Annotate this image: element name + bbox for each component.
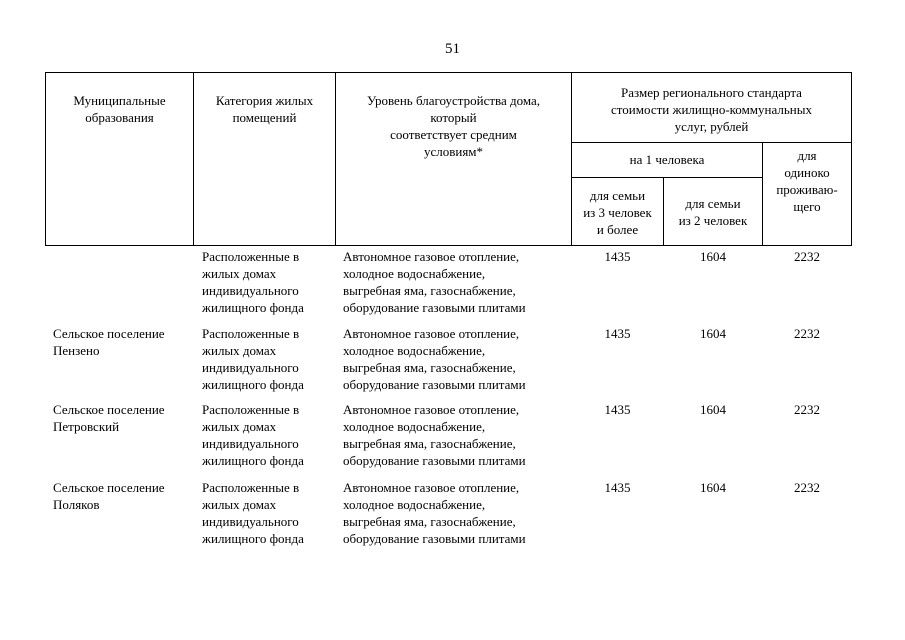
header-level: Уровень благоустройства дома, который соответствует средним условиям* xyxy=(366,93,541,159)
row-single: 2232 xyxy=(794,326,820,341)
header-category: Категория жилых помещений xyxy=(215,93,314,125)
row-family-2: 1604 xyxy=(700,326,726,341)
header-top-border xyxy=(45,72,852,73)
header-per-person: на 1 человека xyxy=(629,152,705,167)
row-family-3: 1435 xyxy=(604,326,631,341)
row-family-2: 1604 xyxy=(700,480,726,495)
header-single: для одиноко проживаю- щего xyxy=(776,148,838,214)
page-number: 51 xyxy=(445,41,460,57)
header-mid-border xyxy=(571,142,852,143)
row-family-2: 1604 xyxy=(700,402,726,417)
row-category: Расположенные в жилых домах индивидуального жилищного фонда xyxy=(202,402,304,468)
row-single: 2232 xyxy=(794,480,820,495)
header-standard: Размер регионального стандарта стоимости жилищно-коммунальных услуг, рублей xyxy=(611,85,812,134)
row-family-3: 1435 xyxy=(604,249,631,264)
row-level: Автономное газовое отопление, холодное водоснабжение, выгребная яма, газоснабжение, оборудование газовыми плитами xyxy=(343,249,526,315)
row-single: 2232 xyxy=(794,402,820,417)
header-family-2: для семьи из 2 человек xyxy=(678,196,748,228)
row-municipality: Сельское поселение Петровский xyxy=(53,402,165,434)
header-right-border xyxy=(851,72,852,246)
row-category: Расположенные в жилых домах индивидуального жилищного фонда xyxy=(202,480,304,546)
header-sub-border xyxy=(571,177,762,178)
row-single: 2232 xyxy=(794,249,820,264)
row-family-2: 1604 xyxy=(700,249,726,264)
row-family-3: 1435 xyxy=(604,402,631,417)
row-level: Автономное газовое отопление, холодное водоснабжение, выгребная яма, газоснабжение, оборудование газовыми плитами xyxy=(343,326,526,392)
row-family-3: 1435 xyxy=(604,480,631,495)
header-family-3: для семьи из 3 человек и более xyxy=(583,188,652,237)
row-level: Автономное газовое отопление, холодное водоснабжение, выгребная яма, газоснабжение, оборудование газовыми плитами xyxy=(343,480,526,546)
header-bottom-border xyxy=(45,245,852,246)
row-category: Расположенные в жилых домах индивидуального жилищного фонда xyxy=(202,249,304,315)
row-municipality: Сельское поселение Поляков xyxy=(53,480,165,512)
row-municipality: Сельское поселение Пензено xyxy=(53,326,165,358)
row-level: Автономное газовое отопление, холодное водоснабжение, выгребная яма, газоснабжение, оборудование газовыми плитами xyxy=(343,402,526,468)
row-category: Расположенные в жилых домах индивидуального жилищного фонда xyxy=(202,326,304,392)
header-municipality: Муниципальные образования xyxy=(73,93,166,125)
